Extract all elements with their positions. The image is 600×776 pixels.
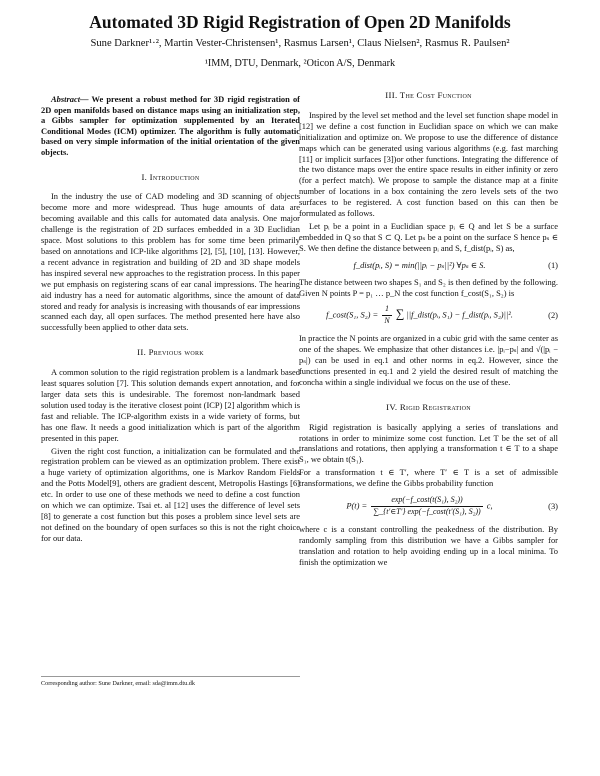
equation-2 [299,304,558,327]
equation-3-numerator: exp(−f_cost(t(S₁), S₂)) [371,495,482,507]
equation-2-number: (2) [548,310,558,321]
equation-3-rhs: c, [486,500,493,511]
equation-2-denominator: N [384,316,390,326]
equation-1 [299,260,558,271]
equation-2-fraction [382,304,391,327]
corresponding-author-footnote: Corresponding author: Sune Darkner, email: sda@imm.dtu.dk [41,676,300,688]
section-heading-cost-function: III. The Cost Function [385,90,472,100]
summation-symbol: ∑ [395,306,405,321]
cost-paragraph-2: Let pᵢ be a point in a Euclidian space pᵢ ∈ Q and let S be a surface embedded in Q so that S ⊂ Q. Let pₛ be a point on the surface S hence pₛ ∈ S. We then define the distance between pᵢ and S, f_dist(pᵢ, S) as, [299,220,558,253]
equation-2-rhs: ||f_dist(pᵢ, S₁) − f_dist(pᵢ, S₂)||². [406,309,513,320]
intro-paragraph: In the industry the use of CAD modeling and 3D scanning of objects become more and more widespread. Thus huge amounts of data are becoming available and this calls for automated data analysis. One major challenge is the registration of 2D surfaces embedded in a 3D Euclidian space. Most solutions to this problem has for some time been primarily based on annotations and ICP-like algorithms [2], [5], [10], [13]. However, a recent advance in registration and building of 2D and 3D shape models has inspired several new approaches to the registration process. In this paper we put emphasis on registering scans of ear canal impressions. The hearing aid industry has a need for automatic algorithms, since the amount of data stored and ready for analysis is increasing with thousands of ear impressions scanned each day, all open surfaces. The method presented here have also successfully been applied to other data sets. [41,191,300,333]
equation-3-number: (3) [548,501,558,512]
previous-work-paragraph-1: A common solution to the rigid registration problem is a landmark based least squares solution [7]. This solution demands expert annotation, and for larger data sets this is undesirable. The foremost non-landmark based solution used today is the iterative closest point (ICP) [2] algorithm which is fast and reliable. The ICP-algorithm exists in a wide variety of forms, but has one flaw. It needs a good initialization which is part of the algorithm presented in this paper. [41,367,300,443]
paper-title: Automated 3D Rigid Registration of Open 2D Manifolds [89,12,511,32]
rigid-paragraph-2: For a transformation t ∈ T′, where T′ ∈ T is a set of admissible transformations, we define the Gibbs probability function [299,467,558,489]
rigid-paragraph-1: Rigid registration is basically applying a series of translations and rotations in order to minimize some cost function. Let T be the set of all translations and rotations, then applying a transformation t ∈ T to a shape S₁, we obtain t(S₁). [299,421,558,465]
cost-paragraph-1: Inspired by the level set method and the level set function shape model in [12] we define a cost function in Euclidian space on which we can make initialization and optimize on. We propose to use the difference of distance maps which can be generated using various algorithms (e.g. fast marching [11] or implicit surfaces [3])or other functions. Integrating the difference of the two distance maps over the entire space results in either infinity or zero (for a perfect match). We propose to sample the distance map at a finite number of locations in a box containing the zero levels sets of the two surfaces to be registered. A cost function based on this can then be formulated as follows. [299,109,558,219]
author-list: Sune Darkner¹·², Martin Vester-Christensen¹, Rasmus Larsen¹, Claus Nielsen², Rasmus R. Paulsen² [90,38,510,49]
section-heading-introduction: I. Introduction [141,171,200,182]
equation-3-denominator: ∑_{t′∈T′} exp(−f_cost(t′(S₁), S₂)) [373,507,481,516]
equation-3-fraction [371,495,482,518]
previous-work-paragraph-2: Given the right cost function, a initialization can be formulated and the registration problem can be viewed as an optimization problem. There exist a huge variety of optimization algorithms, one is Markov Random Fields and the Potts Model[9], others are gradient descent, Metropolis Hastings [6] etc. In order to use one of these methods we need to define a cost function on which we can optimize. Tsai et. al [12] uses the difference of level sets [8] to generate a cost function but this poses a problem since level sets are not defined on the boundary of open surfaces so this is not the right choice for our data. [41,445,300,543]
equation-3 [299,495,558,518]
section-heading-previous-work: II. Previous work [137,347,204,358]
equation-2-lhs: f_cost(S₁, S₂) = [326,309,379,320]
cost-paragraph-4: In practice the N points are organized in a cubic grid with the same center as one of the shapes. We emphasize that other distances i.e. |pᵢ−pₛ| and √(|pᵢ − pₛ|) can be used in eq.1 and other norms in eq.2. However, since the functions presented in eq.1 and 2 yield the desired result of matching the concha within a single individual we focus on the use of these. [299,333,558,387]
rigid-paragraph-3: where c is a constant controlling the peakedness of the distribution. By randomly sampling from this distribution we have a Gibbs sampler for translation and rotation to help avoiding ending up in a local minima. To finish the optimization we [299,523,558,567]
equation-2-expression [299,304,540,327]
equation-3-lhs: P(t) = [346,500,368,511]
section-heading-rigid-registration: IV. Rigid Registration [386,401,471,412]
right-column [299,80,558,570]
left-column [41,80,300,546]
equation-2-numerator: 1 [382,304,391,316]
affiliation: ¹IMM, DTU, Denmark, ²Oticon A/S, Denmark [204,58,396,69]
abstract [41,94,300,158]
abstract-text: We present a robust method for 3D rigid registration of 2D open manifolds based on distance maps using an initialization step, a Gibbs sampler for optimization supplemented by an Iterated Conditional Modes (ICM) optimizer. The algorithm is fully automatic based on very simple information of the initial orientation of the given objects. [41,94,300,157]
equation-3-expression [299,495,540,518]
abstract-lead: Abstract— [51,94,89,104]
cost-paragraph-3: The distance between two shapes S₁ and S₂ is then defined by the following. Given N points P = p₁ … p_N the cost function f_cost(S₁, S₂) is [299,276,558,298]
equation-1-number: (1) [548,259,558,270]
equation-1-expression: f_dist(pᵢ, S) = min(||pᵢ − pₛ||²) ∀pₛ ∈ S. [353,259,486,270]
